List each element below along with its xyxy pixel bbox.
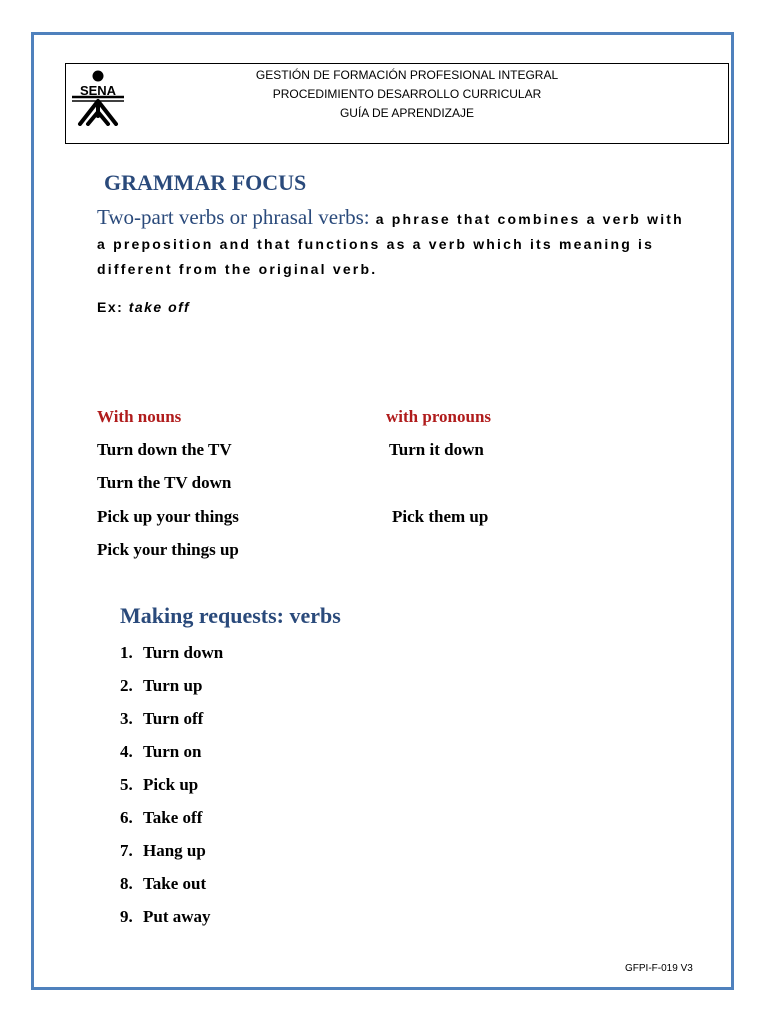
list-item-text: Put away	[143, 907, 211, 926]
header-line-3: GUÍA DE APRENDIZAJE	[339, 106, 475, 120]
definition-text: a phrase that combines a verb with a preposition and that functions as a verb which its meaning is different from the original verb.	[97, 211, 684, 277]
list-item	[120, 772, 223, 805]
list-item-text: Take out	[143, 874, 207, 893]
list-item-number: 8.	[120, 874, 133, 893]
list-item	[120, 673, 223, 706]
with-nouns-header: With nouns	[97, 407, 182, 426]
making-requests-title: Making requests: verbs	[120, 603, 341, 628]
noun-example-1: Turn down the TV	[97, 440, 232, 459]
grammar-focus-title: GRAMMAR FOCUS	[104, 170, 307, 195]
list-item-text: Pick up	[143, 775, 199, 794]
definition-term: Two-part verbs or phrasal verbs:	[97, 205, 370, 229]
list-item-number: 4.	[120, 742, 133, 761]
list-item-number: 3.	[120, 709, 133, 728]
example-value: take off	[128, 299, 191, 315]
list-item	[120, 739, 223, 772]
list-item	[120, 838, 223, 871]
list-item-text: Take off	[143, 808, 203, 827]
noun-example-3: Pick up your things	[97, 507, 239, 526]
document-header	[65, 63, 729, 144]
noun-example-2: Turn the TV down	[97, 473, 232, 492]
with-pronouns-header: with pronouns	[386, 407, 492, 426]
pronoun-example-2: Pick them up	[392, 507, 489, 526]
list-item	[120, 706, 223, 739]
header-line-2: PROCEDIMIENTO DESARROLLO CURRICULAR	[272, 87, 542, 101]
list-item-text: Turn up	[143, 676, 203, 695]
list-item-number: 9.	[120, 907, 133, 926]
example-label: Ex:	[97, 299, 124, 315]
list-item-text: Turn on	[143, 742, 202, 761]
list-item	[120, 904, 223, 937]
header-text	[66, 66, 728, 123]
noun-example-4: Pick your things up	[97, 540, 239, 559]
list-item	[120, 805, 223, 838]
definition-paragraph	[97, 205, 697, 282]
list-item-number: 1.	[120, 643, 133, 662]
list-item	[120, 640, 223, 673]
form-code: GFPI-F-019 V3	[625, 963, 693, 974]
list-item-number: 7.	[120, 841, 133, 860]
verb-list	[120, 640, 223, 937]
sena-logo-text: SENA	[79, 83, 117, 98]
list-item-text: Turn off	[143, 709, 204, 728]
pronoun-example-1: Turn it down	[389, 440, 484, 459]
list-item-text: Turn down	[143, 643, 224, 662]
header-line-1: GESTIÓN DE FORMACIÓN PROFESIONAL INTEGRAL	[255, 68, 559, 82]
list-item-number: 6.	[120, 808, 133, 827]
list-item-text: Hang up	[143, 841, 206, 860]
list-item-number: 5.	[120, 775, 133, 794]
list-item	[120, 871, 223, 904]
list-item-number: 2.	[120, 676, 133, 695]
example-line	[97, 299, 190, 315]
